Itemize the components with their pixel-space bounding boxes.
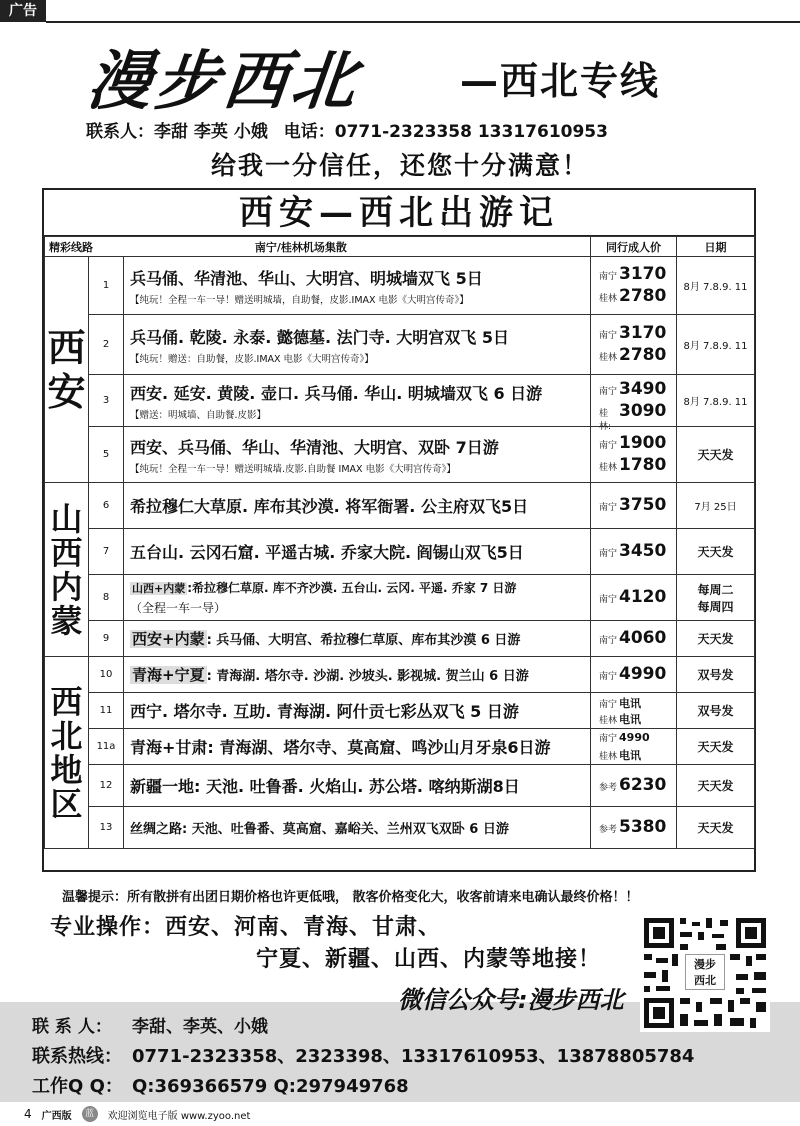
route-cell [124,315,591,375]
route-note: 【纯玩！全程一车一导！赠送明城墙，自助餐，皮影.IMAX 电影《大明宫传奇》】 [130,294,469,306]
edition-label: 广西版 [41,1110,72,1122]
route-cell [124,257,591,315]
price-line [599,495,676,517]
contact-phone: 电话：0771-2323358 13317610953 [283,122,608,142]
price-cell [591,575,677,621]
route-number: 9 [89,621,124,657]
route-number: 7 [89,529,124,575]
route-note: 【赠送：明城墙、自助餐.皮影】 [130,409,267,421]
price-city: 参考 [599,824,618,835]
top-rule [46,21,800,23]
price-value: 3490 [619,378,667,399]
price-city: 南宁 [599,635,618,646]
date-cell: 双号发 [677,693,755,729]
route-number: 6 [89,483,124,529]
price-line [599,695,676,711]
route-title-text: 兵马俑. 乾陵. 永泰. 懿德墓. 法门寺. 大明宫双飞 5日 [130,327,509,347]
route-number: 1 [89,257,124,315]
price-value: 3170 [619,263,667,284]
price-value: 4120 [619,586,667,607]
routes-table [44,236,755,849]
route-prefix: 西安+内蒙 [132,630,205,648]
route-number: 2 [89,315,124,375]
price-value: 3170 [619,322,667,343]
header-date: 日期 [677,237,755,257]
logo-badge-icon: 蓝 [82,1106,98,1122]
route-title-text: :希拉穆仁草原. 库不齐沙漠. 五台山. 云冈. 平遥. 乔家 7 日游 [187,581,517,595]
date-cell: 每周二 每周四 [677,575,755,621]
price-city: 南宁 [599,440,618,451]
price-cell [591,657,677,693]
price-city: 南宁 [599,502,618,513]
price-line [599,433,676,455]
route-cell [124,807,591,849]
route-cell [124,729,591,765]
route-title [130,735,584,758]
date-cell: 8月 7.8.9. 11 [677,257,755,315]
qr-stamp: 漫步 西北 [685,954,725,990]
price-value: 1900 [619,432,667,453]
table-row [45,427,755,483]
table-row [45,375,755,427]
route-number: 12 [89,765,124,807]
date-cell: 天天发 [677,621,755,657]
route-note: 【纯玩！赠送：自助餐，皮影.IMAX 电影《大明宫传奇》】 [130,353,374,365]
route-cell [124,657,591,693]
operations-line2: 宁夏、新疆、山西、内蒙等地接！ [256,947,602,972]
route-title [130,699,584,722]
table-row [45,693,755,729]
price-value: 3750 [619,494,667,515]
route-number: 8 [89,575,124,621]
price-city: 桂林: [599,408,612,432]
price-value: 电讯 [619,712,642,726]
price-value: 4990 [619,663,667,684]
price-cell [591,375,677,432]
price-cell [591,693,677,729]
slogan: 给我一分信任，还您十分满意！ [210,151,589,180]
page-number: 4 [24,1107,32,1121]
route-cell [124,375,591,427]
date-cell: 8月 7.8.9. 11 [677,375,755,427]
price-line [599,345,676,367]
price-city: 桂林 [599,352,618,363]
route-cell [124,693,591,729]
table-row [45,483,755,529]
price-value: 4060 [619,627,667,648]
route-cell [124,529,591,575]
route-number: 11 [89,693,124,729]
price-value: 2780 [619,344,667,365]
price-value: 6230 [619,774,667,795]
brand-calligraphy: 漫步西北 [83,44,364,119]
price-line [599,711,676,727]
route-title [130,540,584,563]
route-title [130,266,584,289]
date-cell: 天天发 [677,529,755,575]
price-city: 南宁 [599,386,618,397]
date-cell: 双号发 [677,657,755,693]
price-city: 南宁 [599,548,618,559]
qr-code[interactable] [640,914,770,1032]
price-cell [591,257,677,315]
operations-line1: 专业操作：西安、河南、青海、甘肃、 [50,915,442,940]
price-line [599,541,676,563]
price-value: 5380 [619,816,667,837]
price-cell [591,315,677,375]
header-price: 同行成人价 [591,237,677,257]
price-value: 4990 [619,730,650,744]
price-line [599,628,676,650]
price-city: 桂林 [599,715,618,726]
route-title-text: 西宁. 塔尔寺. 互助. 青海湖. 阿什贡七彩丛双飞 5 日游 [130,702,519,721]
route-cell [124,575,591,621]
price-line [599,817,676,839]
contact-top [86,117,618,142]
website-text[interactable]: 欢迎浏览电子版 www.zyoo.net [107,1110,251,1122]
price-value: 1780 [619,454,667,475]
price-city: 参考 [599,782,618,793]
date-cell: 8月 7.8.9. 11 [677,315,755,375]
price-line [599,664,676,686]
route-title-text: 新疆一地: 天池. 吐鲁番. 火焰山. 苏公塔. 喀纳斯湖8日 [130,777,520,796]
price-city: 南宁 [599,671,618,682]
header-line: 精彩线路 南宁/桂林机场集散 [45,237,591,257]
price-line [599,400,676,432]
route-number: 13 [89,807,124,849]
date-cell: 天天发 [677,427,755,483]
price-cell [591,807,677,849]
routes-body [45,257,755,849]
date-cell: 7月 25日 [677,483,755,529]
price-cell [591,483,677,529]
date-cell: 天天发 [677,729,755,765]
price-cell [591,765,677,807]
wechat-account: 微信公众号:漫步西北 [398,986,624,1014]
routes-frame [42,188,756,872]
table-row [45,729,755,765]
brand-subtitle: —西北专线 [460,59,661,103]
price-line [599,747,676,763]
route-title-text: 青海+甘肃: 青海湖、塔尔寺、莫高窟、鸣沙山月牙泉6日游 [130,738,551,757]
region-label: 西 安 [45,257,89,483]
price-city: 桂林 [599,751,618,762]
route-title-text: 西安、兵马俑、华山、华清池、大明宫、双卧 7日游 [130,437,499,457]
table-row [45,529,755,575]
price-value: 3450 [619,540,667,561]
route-number: 3 [89,375,124,427]
region-label: 西 北 地 区 [45,657,89,849]
route-title-text: 丝绸之路: 天池、吐鲁番、莫高窟、嘉峪关、兰州双飞双卧 6 日游 [130,822,509,837]
price-cell [591,529,677,575]
route-cell [124,765,591,807]
table-header-row [45,237,755,257]
price-line [599,775,676,797]
price-line [599,731,676,747]
price-city: 桂林 [599,293,618,304]
ad-label: 广告 [0,0,46,22]
route-title [130,579,584,596]
price-city: 南宁 [599,330,618,341]
route-title-text: 西安. 延安. 黄陵. 壶口. 兵马俑. 华山. 明城墙双飞 6 日游 [130,383,543,403]
route-prefix: 山西+内蒙 [132,582,186,595]
price-cell [591,427,677,483]
table-row [45,575,755,621]
route-title [130,435,584,458]
price-cell [591,621,677,657]
price-city: 南宁 [599,699,618,710]
route-title [130,628,584,649]
footer-qq: 工作Q Q： Q:369366579 Q:297949768 [32,1076,409,1097]
price-value: 2780 [619,285,667,306]
route-note: 【纯玩！全程一车一导！赠送明城墙.皮影.自助餐 IMAX 电影《大明宫传奇》】 [130,463,456,475]
price-line [599,379,676,401]
route-title [130,494,584,517]
route-number: 10 [89,657,124,693]
region-label: 山 西 内 蒙 [45,483,89,657]
routes-title: 西安—西北出游记 [44,190,754,236]
route-title-text: 希拉穆仁大草原. 库布其沙漠. 将军衙署. 公主府双飞5日 [130,497,529,516]
price-line [599,264,676,286]
contact-names: 联系人：李甜 李英 小娥 [86,122,268,142]
route-title [130,664,584,685]
price-city: 南宁 [599,594,618,605]
table-row [45,765,755,807]
route-prefix: 青海+宁夏 [132,666,205,684]
table-row [45,257,755,315]
page-footer [24,1106,250,1122]
price-cell [591,729,677,765]
price-city: 南宁 [599,271,618,282]
route-number: 11a [89,729,124,765]
route-number: 5 [89,427,124,483]
tip-text: 温馨提示：所有散拼有出团日期价格也许更低哦， 散客价格变化大，收客前请来电确认最终价格！！ [62,890,639,905]
route-title-text: : 青海湖. 塔尔寺. 沙湖. 沙坡头. 影视城. 贺兰山 6 日游 [206,669,529,684]
date-cell: 天天发 [677,807,755,849]
route-title-text: 五台山. 云冈石窟. 平遥古城. 乔家大院. 阎锡山双飞5日 [130,543,524,562]
price-line [599,455,676,477]
route-cell [124,483,591,529]
price-value: 电讯 [619,748,642,762]
brand-header [83,30,728,119]
route-cell [124,621,591,657]
route-title [130,818,584,837]
price-line [599,323,676,345]
route-note: （全程一车一导） [130,601,227,615]
route-title [130,381,584,404]
table-row [45,807,755,849]
footer-hotline: 联系热线： 0771-2323358、2323398、13317610953、13878805784 [32,1046,695,1067]
price-line [599,286,676,308]
table-row [45,315,755,375]
route-cell [124,427,591,483]
footer-contacts: 联 系 人： 李甜、李英、小娥 [32,1017,268,1037]
route-title [130,325,584,348]
price-city: 桂林 [599,462,618,473]
price-city: 南宁 [599,733,618,744]
route-title [130,774,584,797]
price-line [599,587,676,609]
date-cell: 天天发 [677,765,755,807]
price-value: 3090 [619,400,667,421]
table-row [45,657,755,693]
route-title-text: : 兵马俑、大明宫、希拉穆仁草原、库布其沙漠 6 日游 [206,633,521,648]
route-title-text: 兵马俑、华清池、华山、大明宫、明城墙双飞 5日 [130,268,483,288]
table-row [45,621,755,657]
price-value: 电讯 [619,696,642,710]
